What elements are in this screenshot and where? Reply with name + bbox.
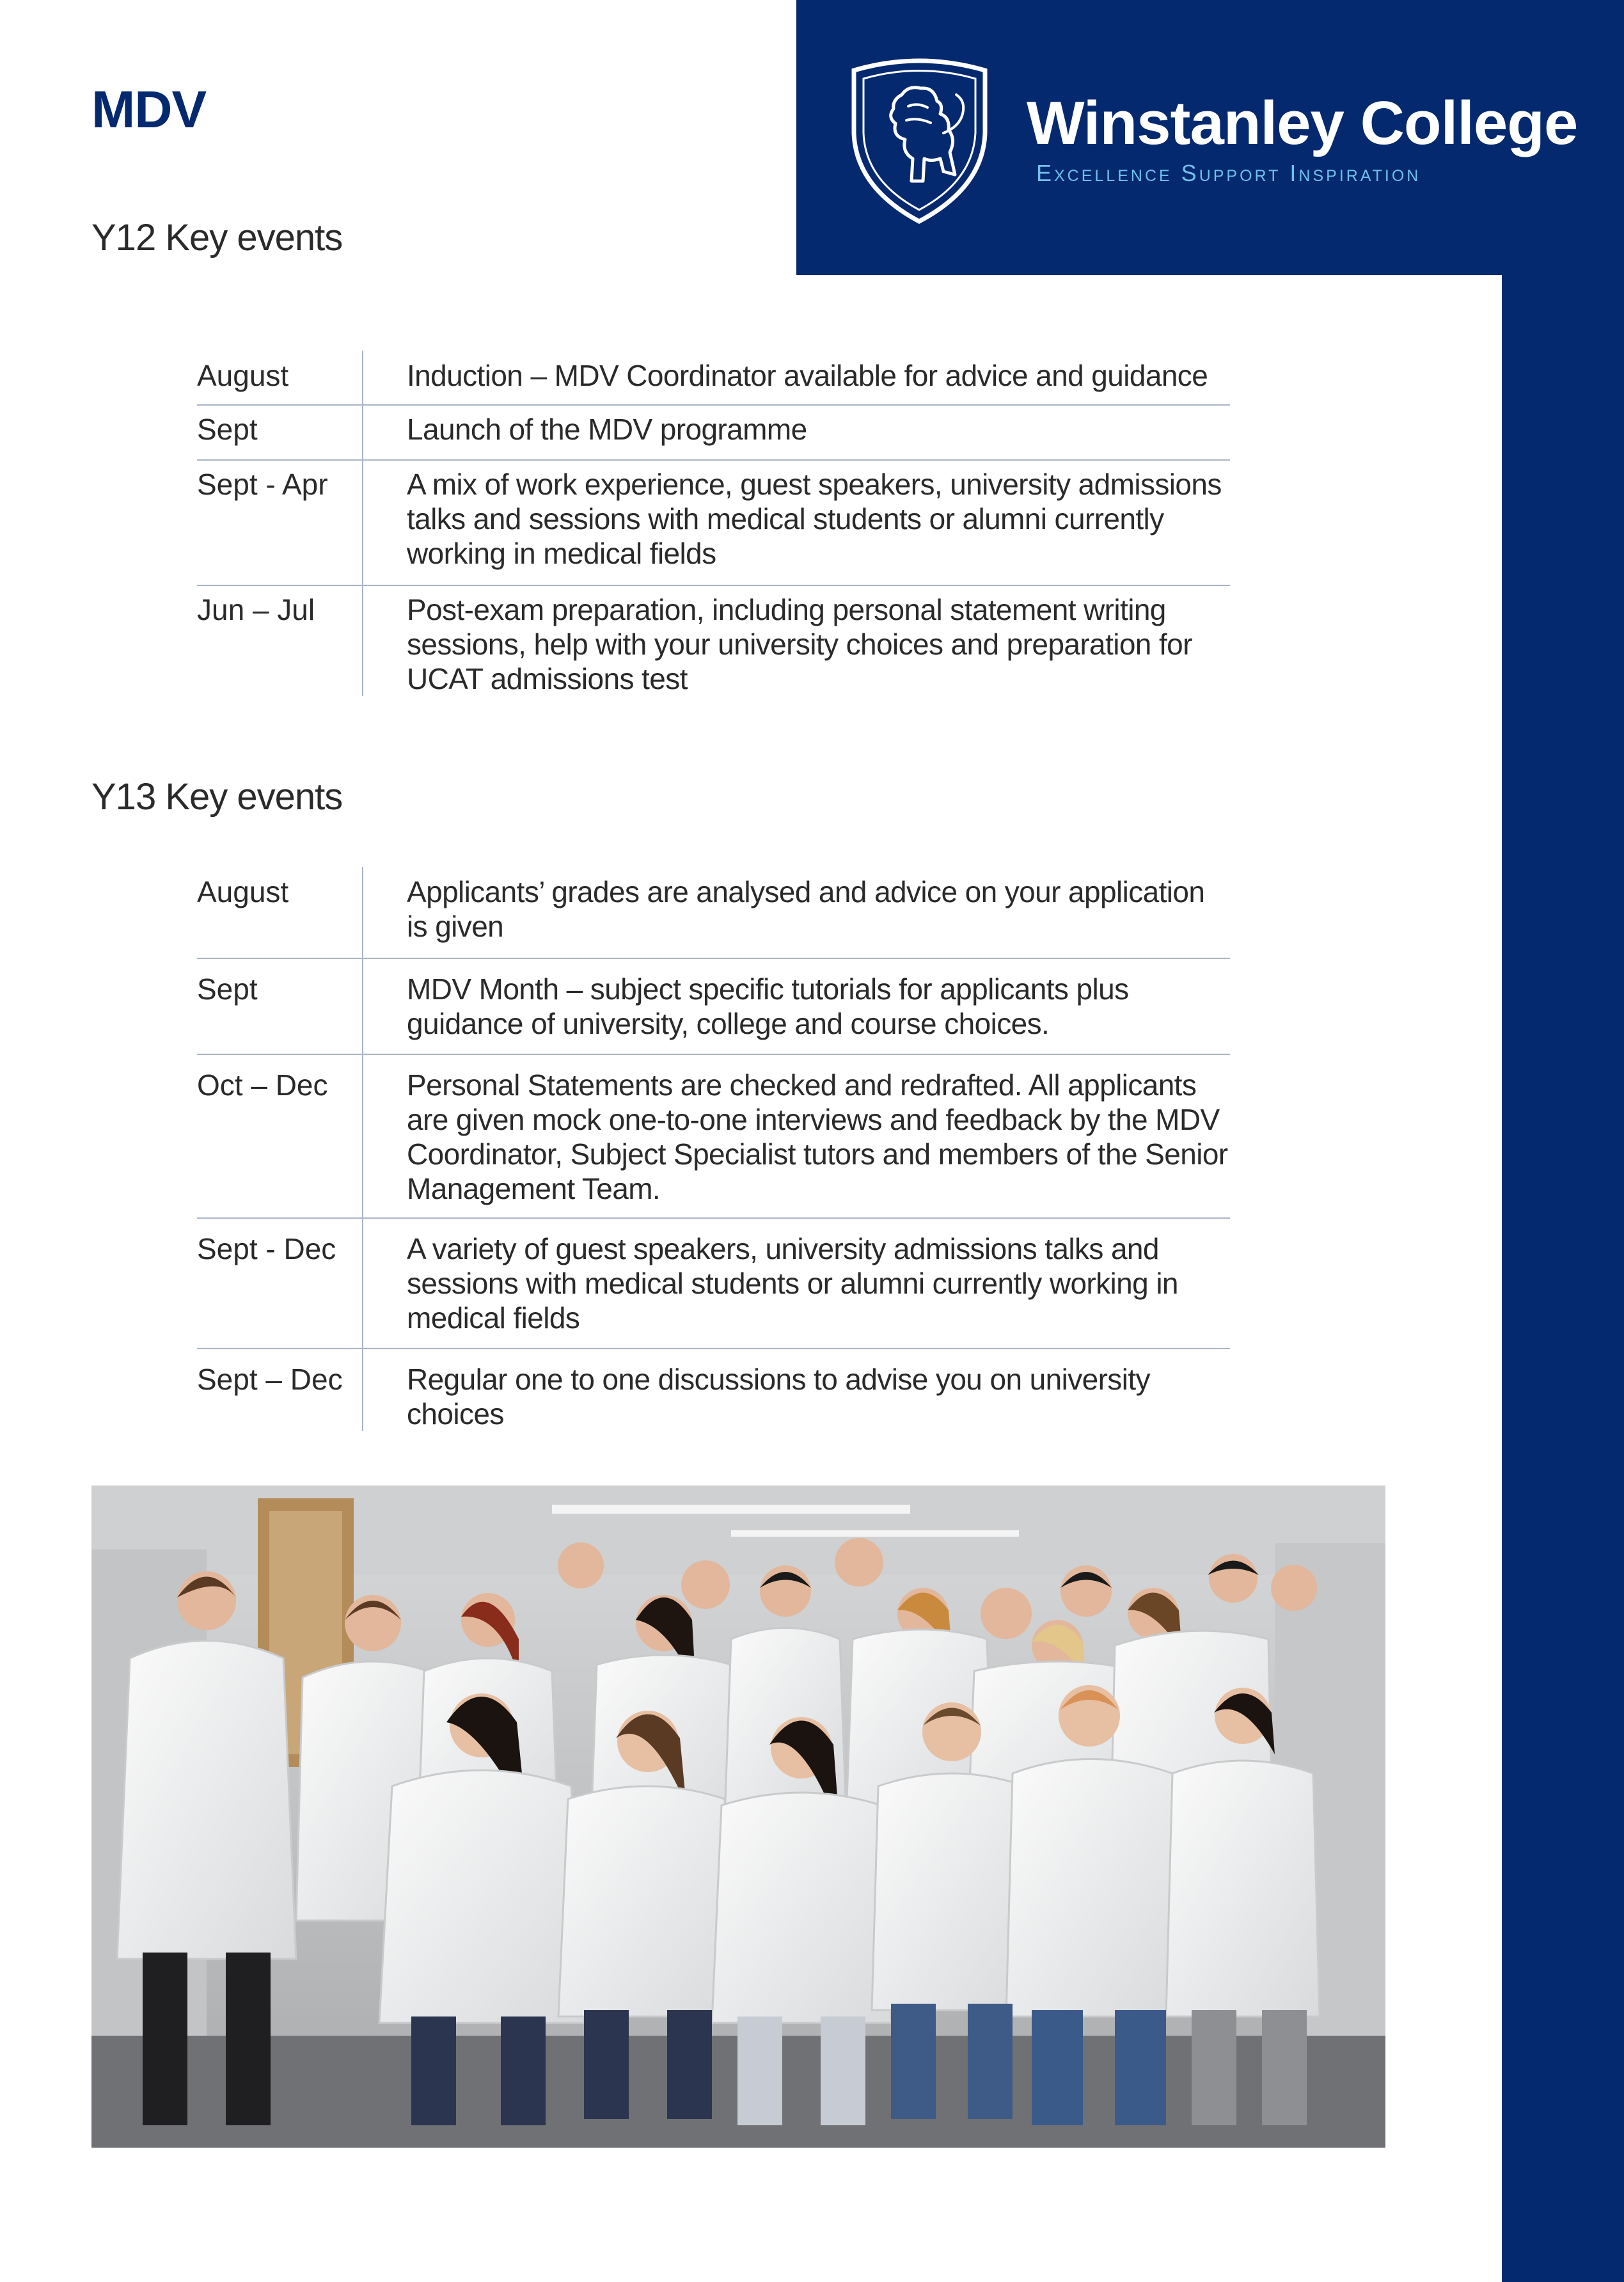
event-date: Sept <box>197 959 363 1055</box>
event-row <box>197 1219 1230 1349</box>
event-date: Oct – Dec <box>197 1055 363 1219</box>
event-row <box>197 586 1230 696</box>
event-row <box>197 1349 1230 1431</box>
event-date: Jun – Jul <box>197 586 363 696</box>
event-description: Post-exam preparation, including personal statement writing sessions, help with your university choices and preparation for UCAT admissions test <box>407 593 1192 695</box>
event-date: August <box>197 351 363 406</box>
event-row <box>197 959 1230 1055</box>
y12-heading: Y12 Key events <box>91 217 343 258</box>
event-row <box>197 461 1230 586</box>
y13-heading: Y13 Key events <box>91 776 343 818</box>
students-group-photo <box>91 1486 1385 2148</box>
side-accent-bar <box>1502 275 1624 2282</box>
event-row <box>197 1055 1230 1219</box>
event-description: A variety of guest speakers, university admissions talks and sessions with medical students or alumni currently working in medical fields <box>407 1232 1178 1335</box>
college-tagline: Excellence Support Inspiration <box>1036 160 1421 186</box>
event-row <box>197 867 1230 959</box>
college-name: Winstanley College <box>1027 89 1578 157</box>
y13-events-table <box>197 867 1230 1431</box>
event-row <box>197 351 1230 406</box>
event-description: Applicants’ grades are analysed and advice on your application is given <box>407 875 1205 943</box>
event-date: Sept <box>197 406 363 461</box>
event-date: August <box>197 867 363 959</box>
event-description: Regular one to one discussions to advise you on university choices <box>407 1363 1150 1430</box>
college-header <box>796 0 1624 275</box>
event-description: Launch of the MDV programme <box>407 413 807 446</box>
y12-events-table <box>197 351 1230 696</box>
lion-shield-icon <box>847 56 991 226</box>
event-date: Sept - Apr <box>197 461 363 586</box>
event-description: A mix of work experience, guest speakers, university admissions talks and sessions with medical students or alumni currently working in medical fields <box>407 468 1222 570</box>
event-date: Sept - Dec <box>197 1219 363 1349</box>
event-description: Induction – MDV Coordinator available for advice and guidance <box>407 359 1208 392</box>
page-title: MDV <box>91 81 207 139</box>
event-date: Sept – Dec <box>197 1349 363 1431</box>
event-description: MDV Month – subject specific tutorials for applicants plus guidance of university, college and course choices. <box>407 972 1129 1040</box>
event-description: Personal Statements are checked and redrafted. All applicants are given mock one-to-one interviews and feedback by the MDV Coordinator, Subject Specialist tutors and members of the Senior Management Team. <box>407 1068 1228 1205</box>
event-row <box>197 406 1230 461</box>
